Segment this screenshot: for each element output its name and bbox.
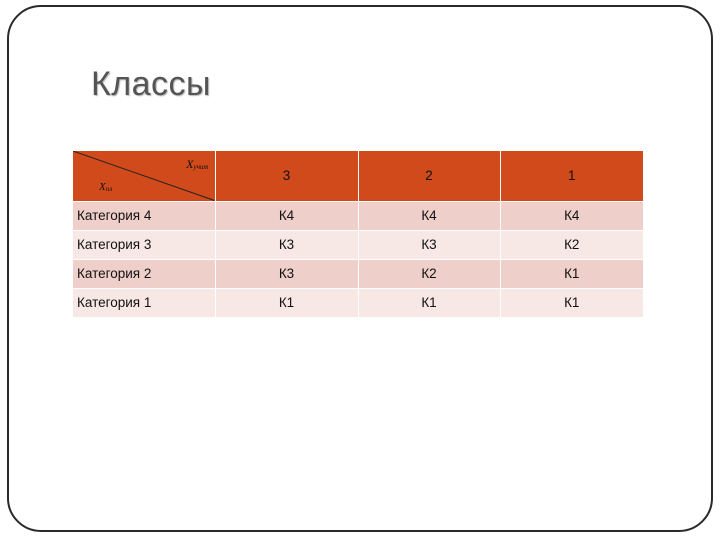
row-label: Категория 2	[73, 259, 215, 288]
table-cell: К3	[215, 230, 358, 259]
slide-title: Классы	[91, 65, 211, 103]
corner-bottom-label: Xпл	[99, 180, 113, 193]
column-header: 3	[215, 151, 358, 201]
row-label: Категория 4	[73, 201, 215, 230]
corner-top-label: Xучит	[186, 157, 209, 171]
table-row	[73, 230, 643, 259]
table-row	[73, 288, 643, 317]
table-cell: К4	[358, 201, 500, 230]
corner-cell	[73, 151, 215, 201]
table-cell: К1	[500, 288, 643, 317]
table-cell: К1	[215, 288, 358, 317]
classes-table	[73, 151, 643, 317]
table-cell: К1	[358, 288, 500, 317]
table-cell: К2	[358, 259, 500, 288]
column-header: 2	[358, 151, 500, 201]
row-label: Категория 1	[73, 288, 215, 317]
header-row	[73, 151, 643, 201]
table-cell: К4	[215, 201, 358, 230]
table-row	[73, 259, 643, 288]
table-row	[73, 201, 643, 230]
table-cell: К3	[215, 259, 358, 288]
column-header: 1	[500, 151, 643, 201]
table-cell: К1	[500, 259, 643, 288]
table-cell: К2	[500, 230, 643, 259]
table-cell: К3	[358, 230, 500, 259]
row-label: Категория 3	[73, 230, 215, 259]
table-cell: К4	[500, 201, 643, 230]
